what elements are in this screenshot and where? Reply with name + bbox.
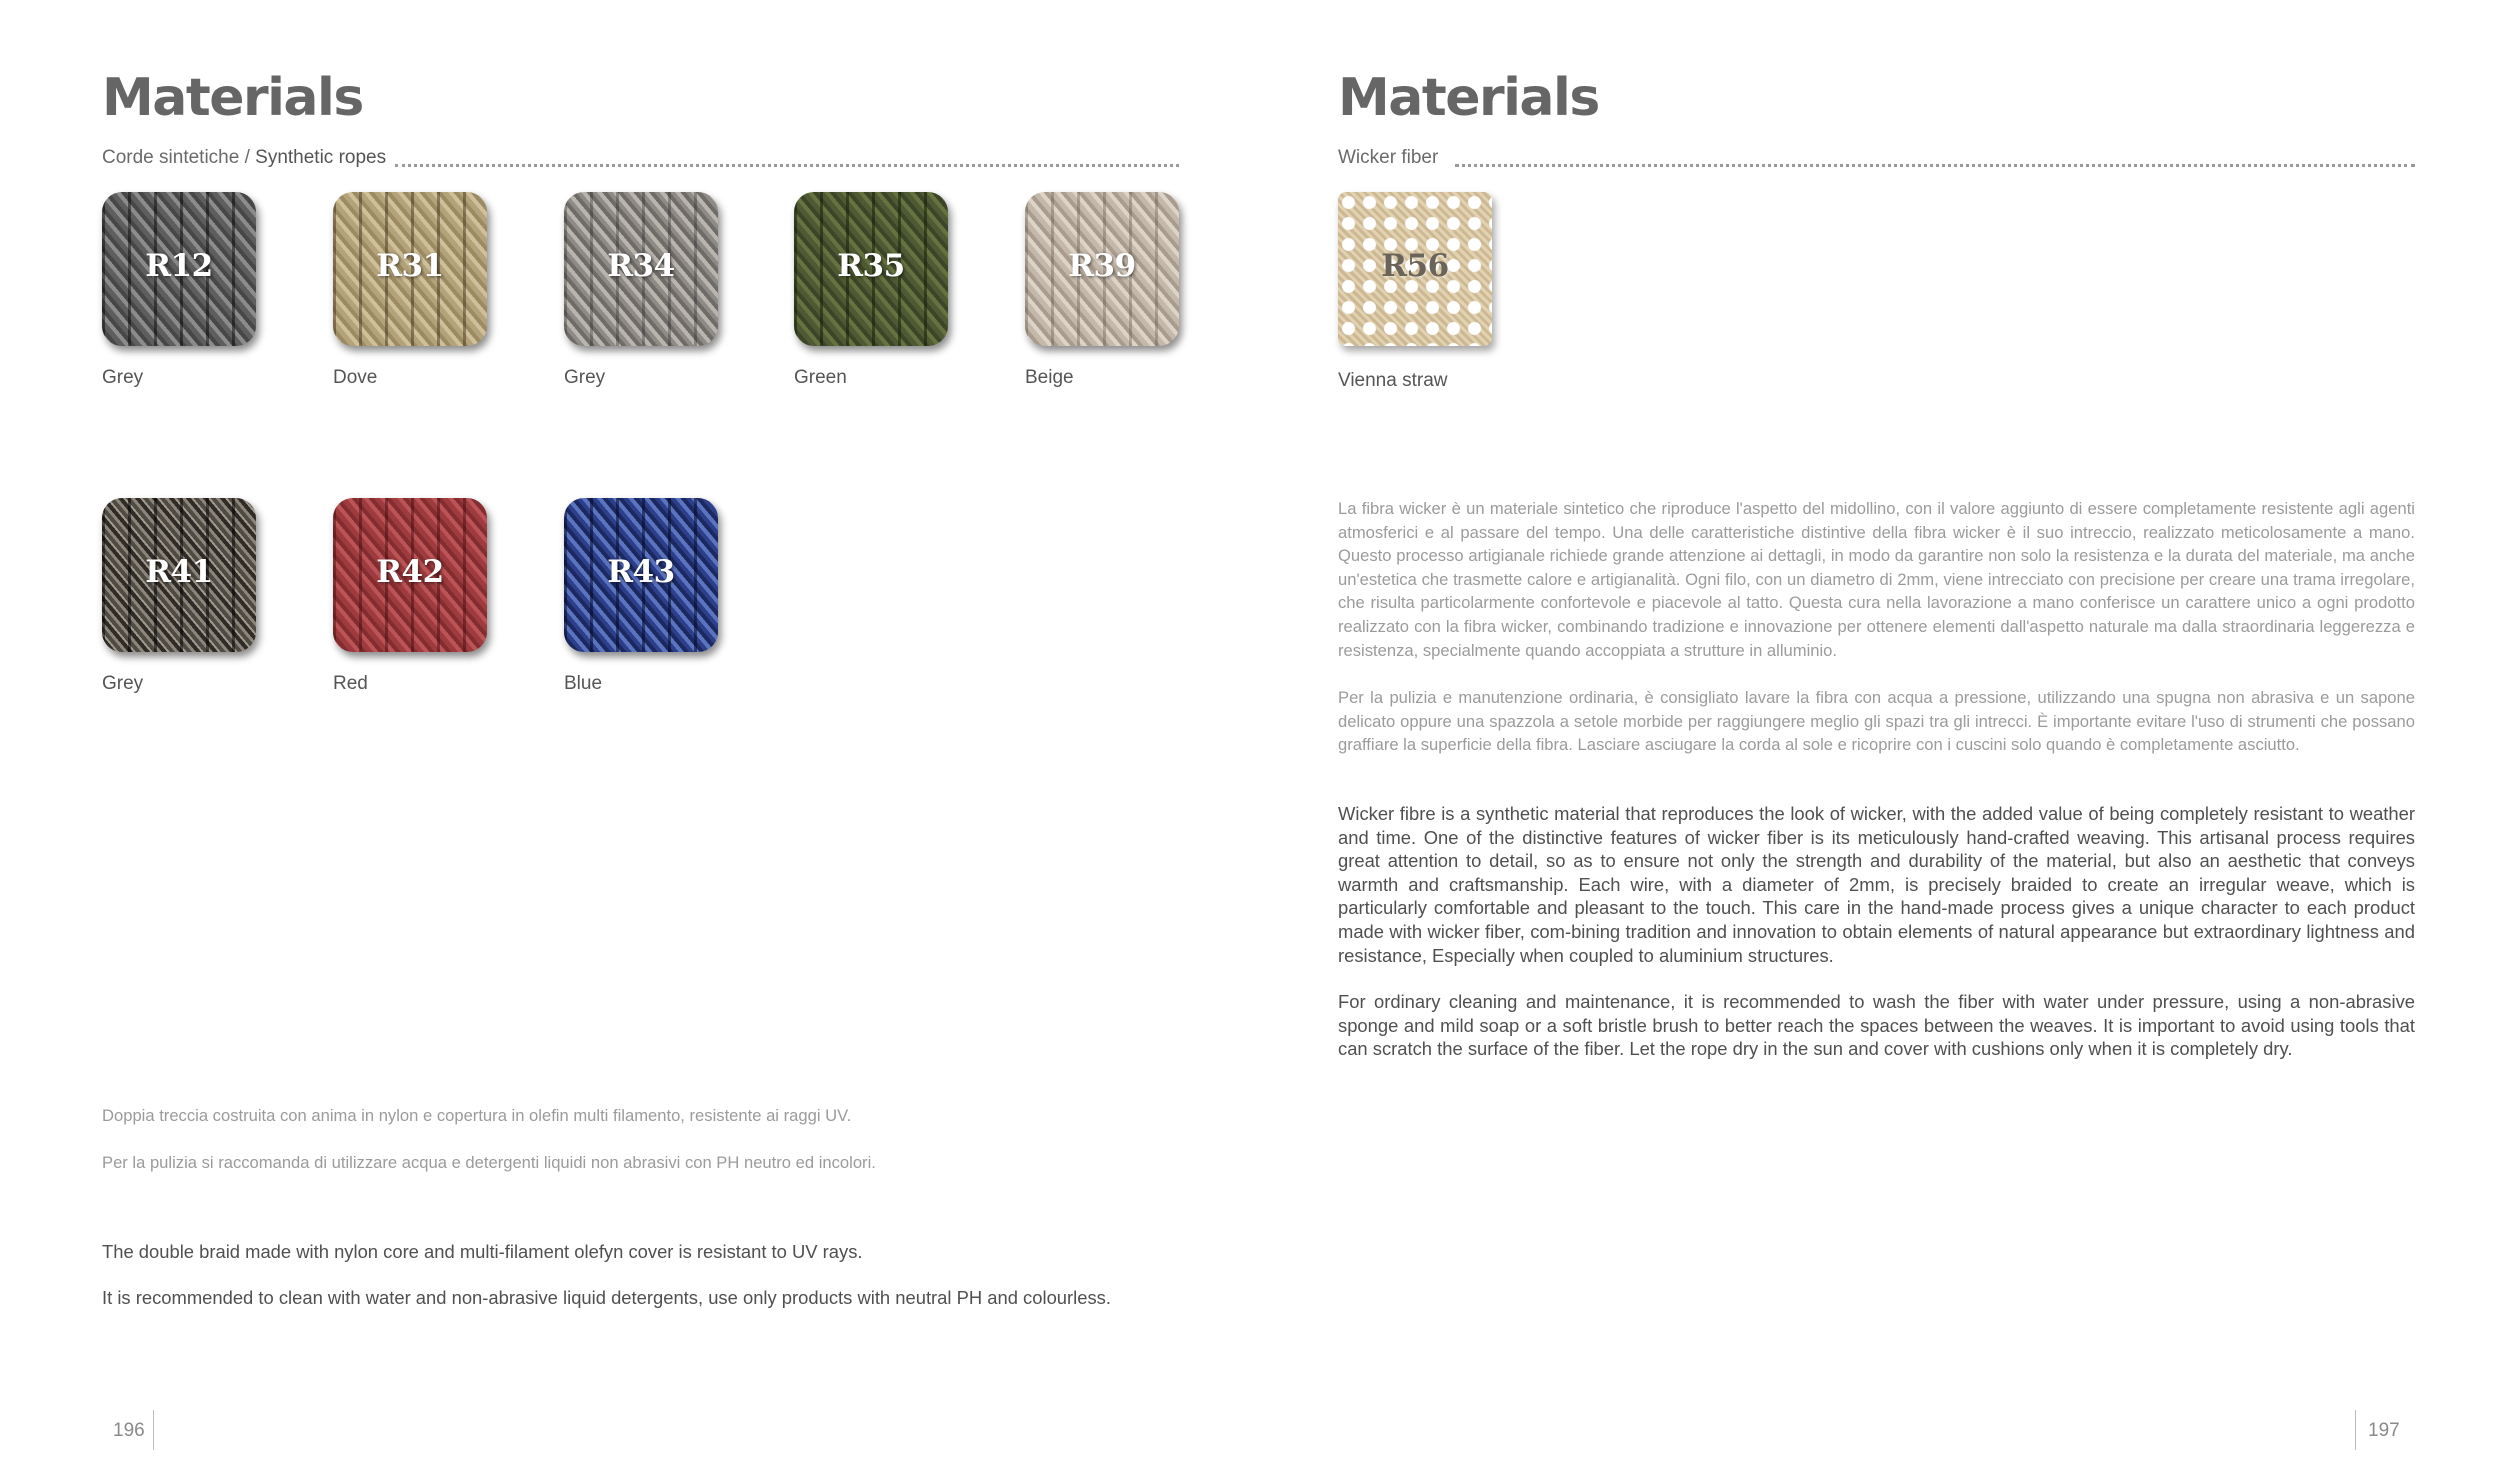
swatch-caption: Red bbox=[333, 673, 368, 694]
swatch-r31 bbox=[333, 192, 487, 346]
right-page-title: Materials bbox=[1338, 68, 1599, 128]
left-page-title: Materials bbox=[102, 68, 363, 128]
swatch-r43 bbox=[564, 498, 718, 652]
swatch-caption: Blue bbox=[564, 673, 603, 694]
swatch-caption: Grey bbox=[102, 367, 144, 388]
section-divider bbox=[1455, 164, 2415, 167]
page-number-right: 197 bbox=[2368, 1420, 2400, 1441]
swatch-r41 bbox=[102, 498, 256, 652]
swatch-r34 bbox=[564, 192, 718, 346]
rope-description-en: The double braid made with nylon core and multi-filament olefyn cover is resistant to UV rays. bbox=[102, 1241, 863, 1262]
swatch-code: R34 bbox=[607, 248, 675, 284]
swatch-code: R42 bbox=[376, 554, 444, 590]
page-number-divider bbox=[2355, 1410, 2356, 1450]
swatch-r12 bbox=[102, 192, 256, 346]
swatch-code: R43 bbox=[607, 554, 675, 590]
swatch-r42 bbox=[333, 498, 487, 652]
swatch-caption: Green bbox=[794, 367, 847, 388]
rope-cleaning-it: Per la pulizia si raccomanda di utilizzare acqua e detergenti liquidi non abrasivi con PH neutro ed incolori. bbox=[102, 1153, 876, 1172]
section-label-it: Corde sintetiche / bbox=[102, 147, 250, 168]
swatch-r56 bbox=[1338, 192, 1492, 346]
swatch-code: R41 bbox=[145, 554, 213, 590]
swatch-code: R31 bbox=[376, 248, 444, 284]
swatch-code: R35 bbox=[837, 248, 905, 284]
left-section-heading bbox=[102, 148, 386, 167]
wicker-description-en: Wicker fibre is a synthetic material that reproduces the look of wicker, with the added value of being completely resistant to weather and time. One of the distinctive features of wicker fiber is its meticulously hand-crafted weaving. This artisanal process requires great attention to detail, so as to ensure not only the strength and durability of the material, but also an aesthetic that conveys warmth and craftsmanship. Each wire, with a diameter of 2mm, is precisely braided to create an irregular weave, which is particularly comfortable and pleasant to the touch. This care in the hand-made process gives a unique character to each product made with wicker fiber, com-bining tradition and innovation to obtain elements of natural appearance but extraordinary lightness and resistance, Especially when coupled to aluminium structures. bbox=[1338, 803, 2415, 966]
right-section-heading: Wicker fiber bbox=[1338, 147, 1439, 168]
swatch-code: R39 bbox=[1068, 248, 1136, 284]
swatch-code: R12 bbox=[145, 248, 213, 284]
swatch-caption: Dove bbox=[333, 367, 378, 388]
wicker-cleaning-en: For ordinary cleaning and maintenance, it is recommended to wash the fiber with water under pressure, using a non-abrasive sponge and mild soap or a soft bristle brush to better reach the spaces between the weaves. It is important to avoid using tools that can scratch the surface of the fiber. Let the rope dry in the sun and cover with cushions only when it is completely dry. bbox=[1338, 991, 2415, 1060]
swatch-r39 bbox=[1025, 192, 1179, 346]
swatch-caption: Grey bbox=[564, 367, 606, 388]
swatch-code: R56 bbox=[1381, 248, 1449, 284]
swatch-caption: Grey bbox=[102, 673, 144, 694]
wicker-description-it: La fibra wicker è un materiale sintetico che riproduce l'aspetto del midollino, con il valore aggiunto di essere completamente resistente agli agenti atmosferici e al passare del tempo. Una delle caratteristiche distintive della fibra wicker è il suo intreccio, realizzato meticolosamente a mano. Questo processo artigianale richiede grande attenzione ai dettagli, in modo da garantire non solo la resistenza e la durata del materiale, ma anche un'estetica che trasmette calore e artigianalità. Ogni filo, con un diametro di 2mm, viene intrecciato con precisione per creare una trama irregolare, che risulta particolarmente confortevole e piacevole al tatto. Questa cura nella lavorazione a mano conferisce un carattere unico a ogni prodotto realizzato con la fibra wicker, combinando tradizione e innovazione per ottenere elementi dall'aspetto naturale ma dalla straordinaria leggerezza e resistenza, specialmente quando accoppiata a strutture in alluminio. bbox=[1338, 499, 2415, 660]
swatch-caption: Vienna straw bbox=[1338, 370, 1448, 391]
rope-cleaning-en: It is recommended to clean with water and non-abrasive liquid detergents, use only products with neutral PH and colourless. bbox=[102, 1287, 1111, 1308]
wicker-cleaning-it: Per la pulizia e manutenzione ordinaria, è consigliato lavare la fibra con acqua a pressione, utilizzando una spugna non abrasiva e un sapone delicato oppure una spazzola a setole morbide per raggiungere meglio gli spazi tra gli intrecci. È importante evitare l'uso di strumenti che possano graffiare la superficie della fibra. Lasciare asciugare la corda al sole e ricoprire con i cuscini solo quando è completamente asciutto. bbox=[1338, 688, 2415, 755]
page-number-divider bbox=[153, 1410, 154, 1450]
section-label-en: Synthetic ropes bbox=[255, 147, 387, 168]
swatch-caption: Beige bbox=[1025, 367, 1074, 388]
page-number-left: 196 bbox=[113, 1420, 145, 1441]
section-divider bbox=[395, 164, 1179, 167]
swatch-r35 bbox=[794, 192, 948, 346]
rope-description-it: Doppia treccia costruita con anima in nylon e copertura in olefin multi filamento, resistente ai raggi UV. bbox=[102, 1106, 852, 1125]
